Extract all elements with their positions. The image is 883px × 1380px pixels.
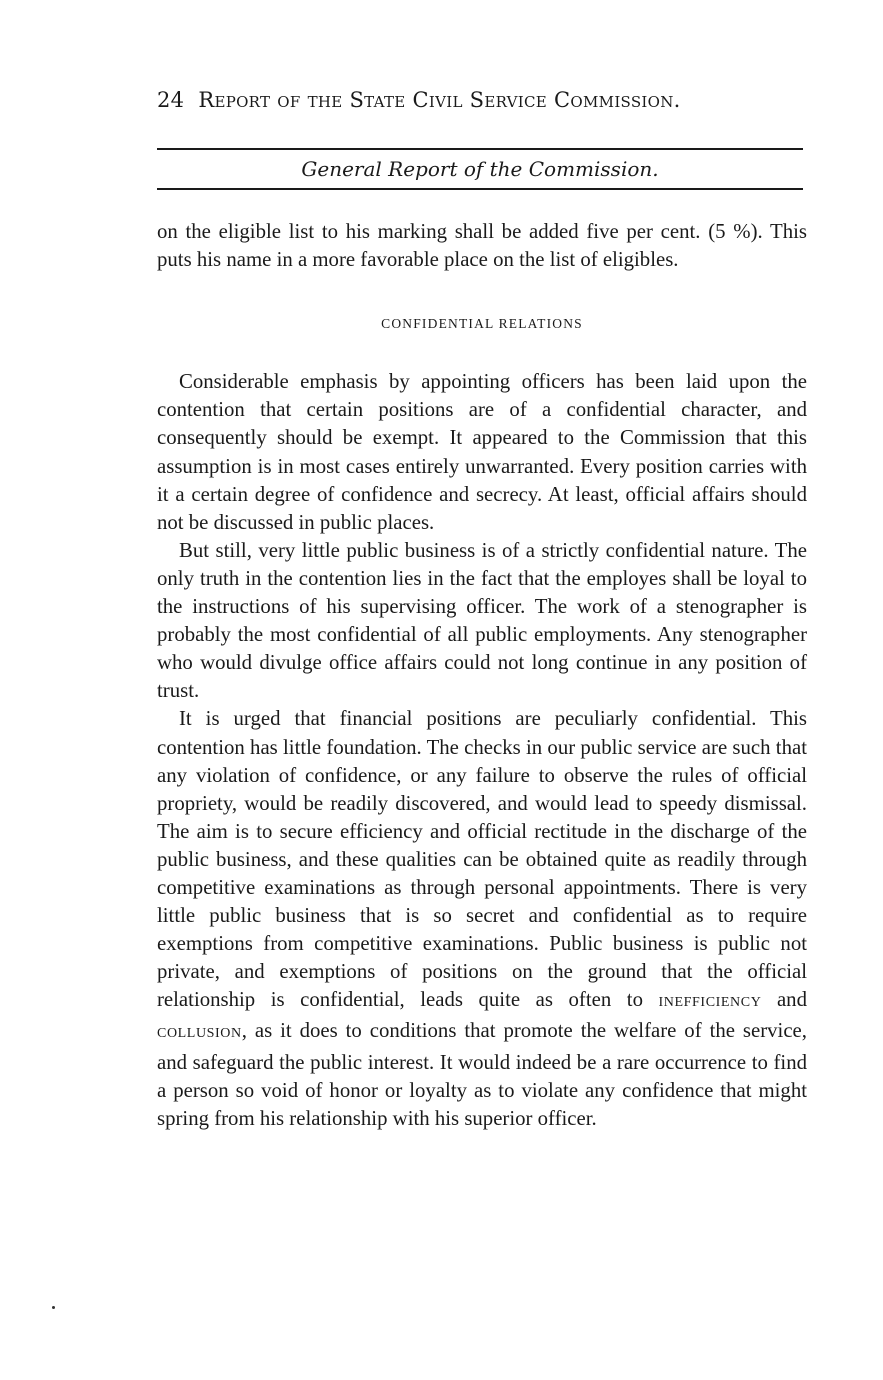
paragraph-public-business: But still, very little public business is of a strictly confidential nature. The only truth in the contention lies in the fact that the employes shall be loyal to the instructions of his supervising officer. The work of a stenographer is probably the most confidential of all public employments. Any stenographer who would divulge office affairs could not long continue in any position of trust. [157, 538, 807, 703]
section-heading: General Report of the Commission. [301, 157, 659, 181]
header-rule-bottom [157, 188, 803, 190]
carryover-paragraph: on the eligible list to his marking shall be added five per cent. (5 %). This puts his name in a more favorable place on the list of eligibles. [157, 220, 807, 272]
paper-speck [52, 1306, 55, 1309]
emphasis-inefficiency: INEFFICIENCY [658, 995, 762, 1011]
paragraph-3-part-1: It is urged that financial positions are peculiarly confidential. This contention has little foundation. The checks in our public service are such that any violation of confidence, or any failure to observe the rules of official propriety, would be readily discovered, and would lead to speedy dismissal. The aim is to secure efficiency and official rectitude in the discharge of the public business, and these qualities can be obtained quite as readily through competitive examinations as through personal appointments. There is very little public business that is so secret and confidential as to require exemptions from competitive examinations. Public business is public not private, and exemptions of positions on the ground that the official relationship is confidential, leads quite as often to [157, 707, 807, 1012]
paragraph-financial-positions [157, 705, 807, 1132]
emphasis-collusion: COLLUSION [157, 1026, 242, 1042]
report-title: Report of the State Civil Service Commission. [198, 88, 681, 112]
paragraph-3-part-2: , as it does to conditions that promote the welfare of the service, and safeguard the public interest. It would indeed be a rare occurrence to find a person so void of honor or loyalty as to violate any confidence that might spring from his relationship with his superior officer. [157, 1019, 807, 1130]
book-page [157, 88, 807, 1133]
body-text [157, 218, 807, 1133]
section-caption: CONFIDENTIAL RELATIONS [381, 316, 583, 332]
running-head [157, 88, 807, 122]
paragraph-3-connector: and [761, 988, 807, 1012]
paragraph-confidential-emphasis: Considerable emphasis by appointing officers has been laid upon the contention that certain positions are of a confidential character, and consequently should be exempt. It appeared to the Commission that this assumption is in most cases entirely unwarranted. Every position carries with it a certain degree of confidence and secrecy. At least, official affairs should not be discussed in public places. [157, 370, 807, 534]
page-number: 24 [157, 88, 185, 112]
